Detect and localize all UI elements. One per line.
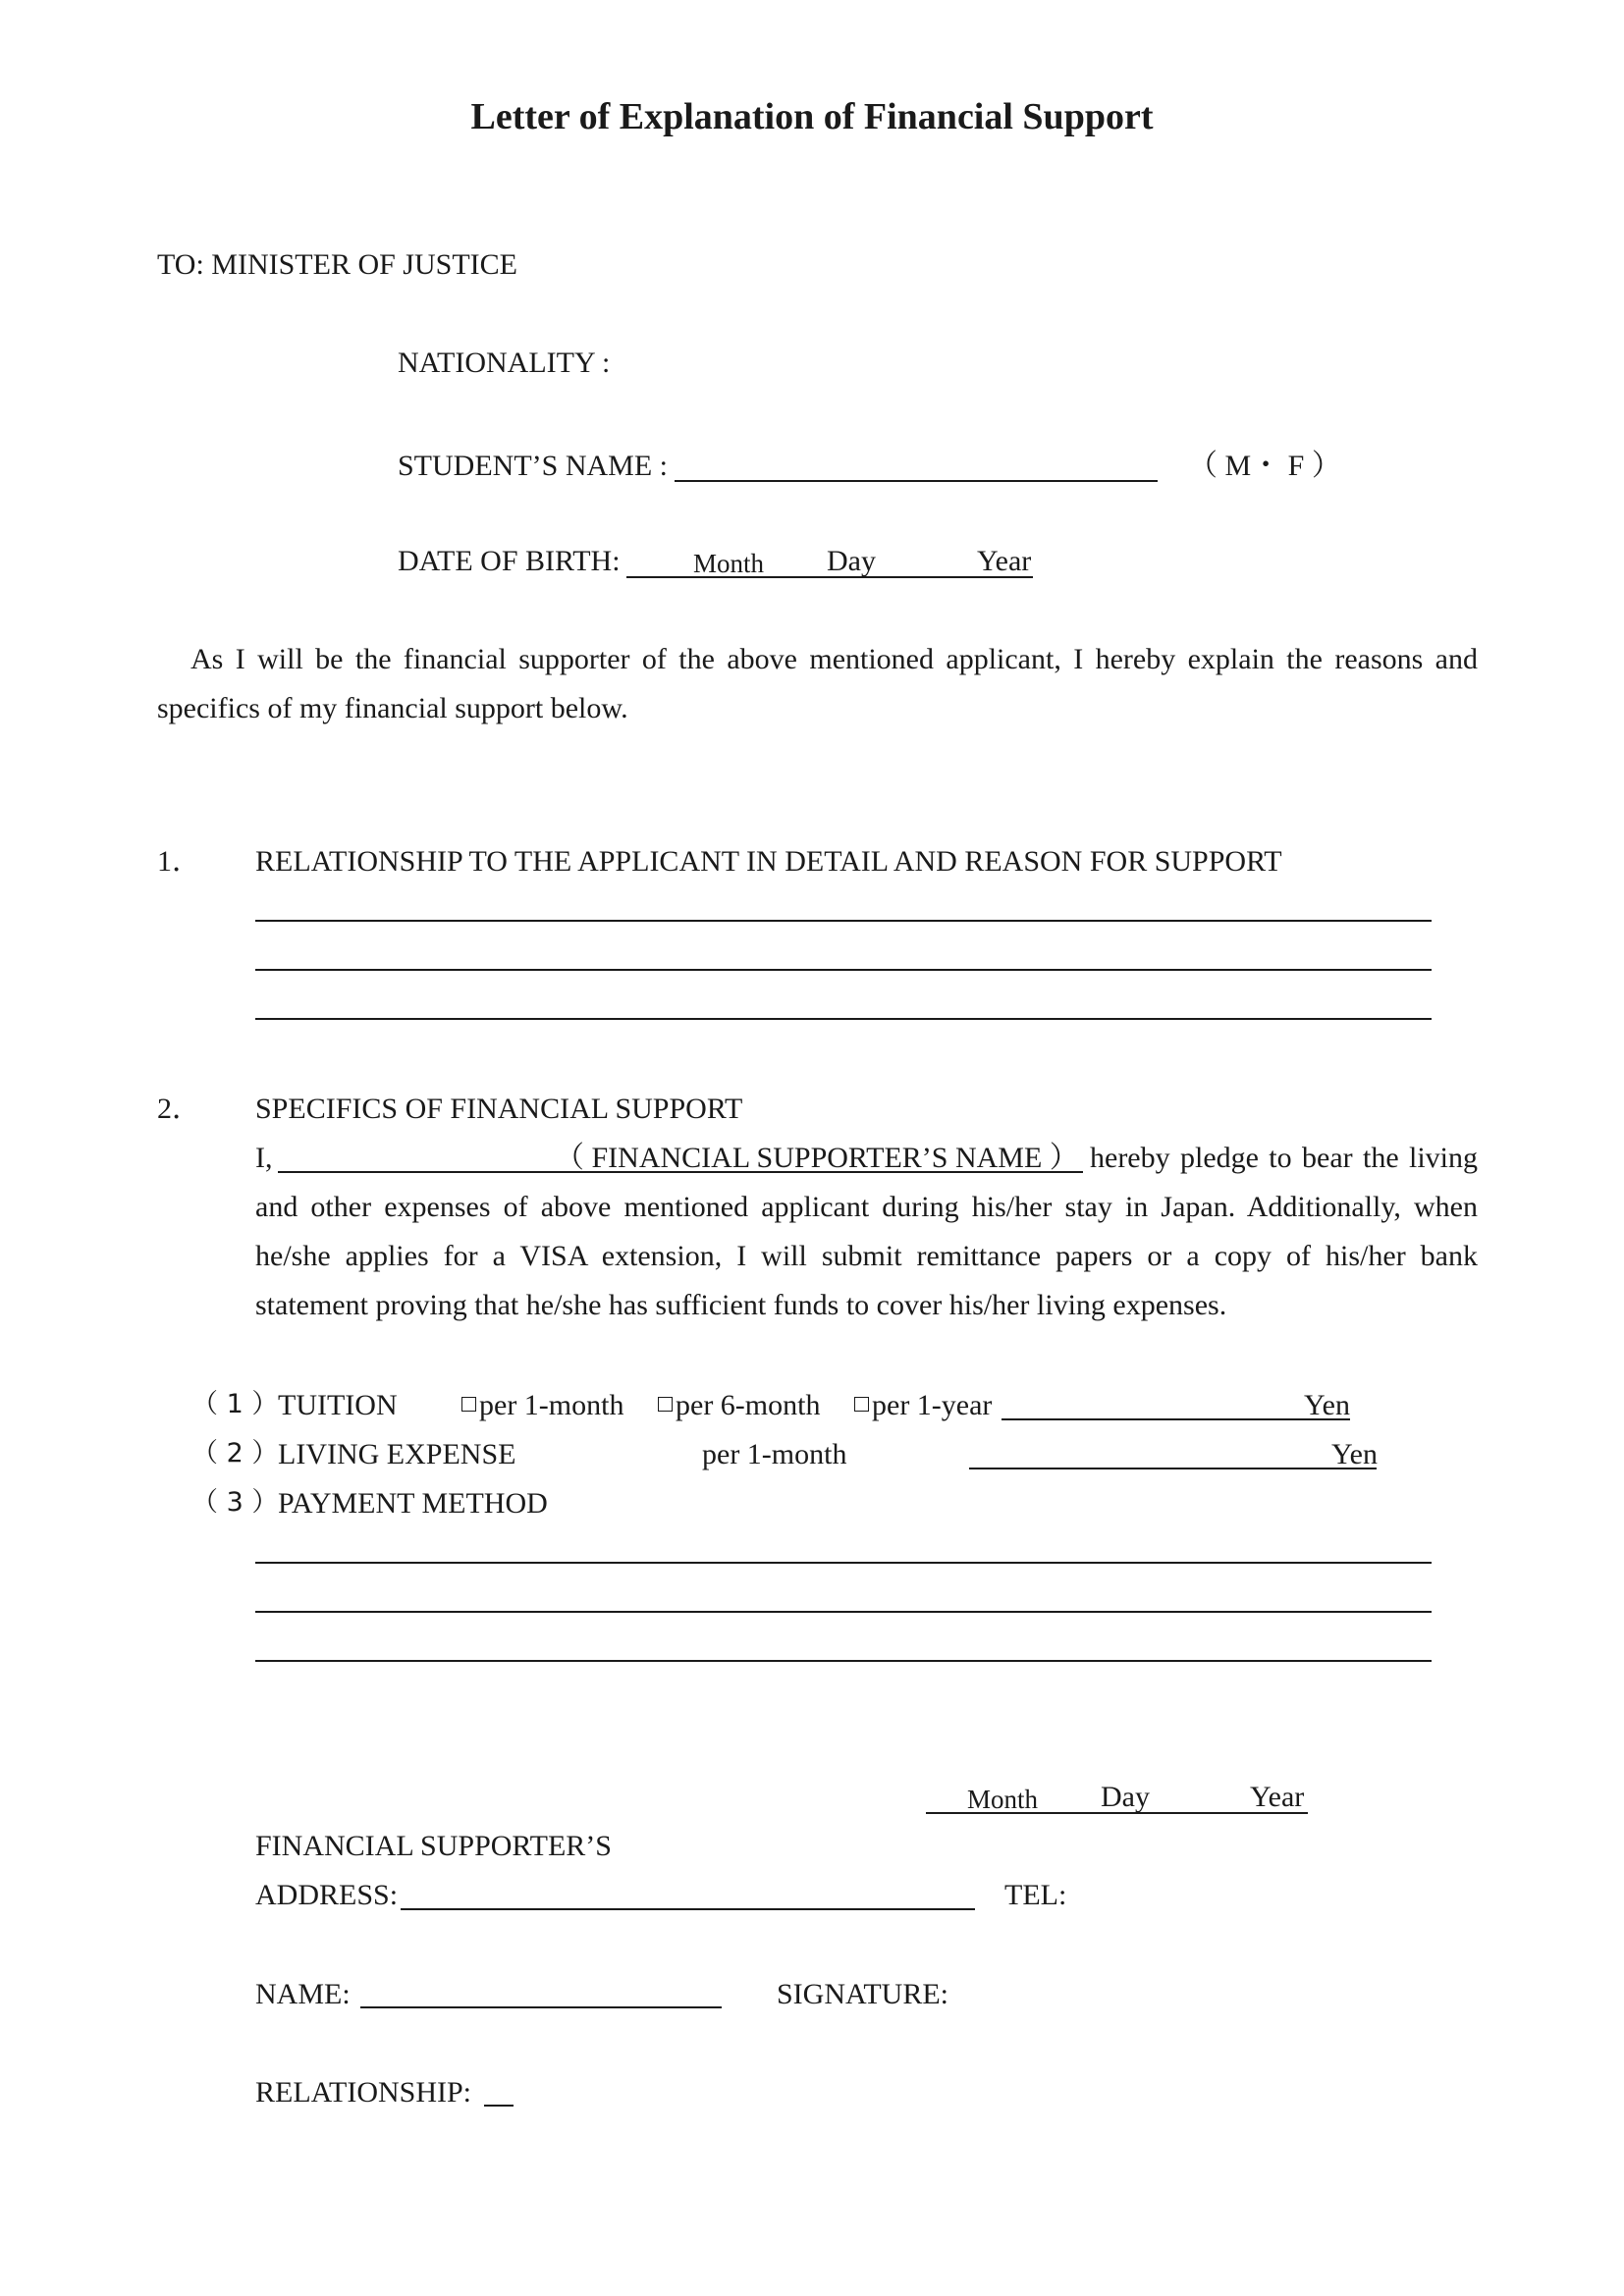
tuition-amount-field[interactable]: [1001, 1418, 1350, 1420]
page-title: Letter of Explanation of Financial Support: [470, 96, 1154, 137]
payment-method-line-3[interactable]: [255, 1660, 1432, 1662]
date-of-birth-label: DATE OF BIRTH:: [398, 545, 621, 577]
pledge-prefix: I,: [255, 1142, 273, 1174]
pledge-text: hereby pledge to bear the living and other expenses of above mentioned applicant during his/her stay in Japan. Additionally, when he/she applies for a VISA extension, I will submit remittance papers or a copy of his/her bank statement proving that he/she has sufficient funds to cover his/her living expenses.: [255, 1142, 1478, 1321]
section-1-heading: RELATIONSHIP TO THE APPLICANT IN DETAIL AND REASON FOR SUPPORT: [255, 845, 1282, 878]
student-name-field[interactable]: [675, 480, 1158, 482]
name-field[interactable]: [360, 2006, 722, 2008]
signing-date-month-label: Month: [967, 1785, 1039, 1814]
payment-method-line-1[interactable]: [255, 1562, 1432, 1564]
section-2-heading: SPECIFICS OF FINANCIAL SUPPORT: [255, 1093, 743, 1125]
relationship-field[interactable]: [484, 2105, 514, 2107]
section-1-number: 1．: [157, 845, 201, 878]
payment-method-number: （ 3 ）: [191, 1487, 279, 1518]
living-expense-label: LIVING EXPENSE: [278, 1438, 516, 1470]
tuition-option-1-year[interactable]: per 1-year: [854, 1391, 992, 1420]
addressee: TO: MINISTER OF JUSTICE: [157, 248, 517, 281]
relationship-line-1[interactable]: [255, 920, 1432, 922]
relationship-line-2[interactable]: [255, 969, 1432, 971]
living-expense-amount-field[interactable]: [969, 1468, 1377, 1469]
student-name-label: STUDENT’S NAME :: [398, 450, 668, 482]
tuition-label: TUITION: [278, 1389, 398, 1421]
payment-method-label: PAYMENT METHOD: [278, 1487, 548, 1520]
nationality-label: NATIONALITY :: [398, 347, 611, 379]
name-label: NAME:: [255, 1978, 351, 2010]
section-2-number: 2．: [157, 1093, 201, 1125]
gender-choice[interactable]: （ M・ F ）: [1188, 450, 1341, 482]
dob-year-label: Year: [977, 545, 1032, 577]
checkbox-icon[interactable]: [658, 1397, 673, 1412]
living-expense-period: per 1-month: [702, 1438, 847, 1470]
payment-method-line-2[interactable]: [255, 1611, 1432, 1613]
supporter-label: FINANCIAL SUPPORTER’S: [255, 1830, 612, 1862]
intro-paragraph: As I will be the financial supporter of the above mentioned applicant, I hereby explain the reasons and specifics of my financial support below.: [157, 643, 1478, 724]
checkbox-icon[interactable]: [461, 1397, 476, 1412]
address-label: ADDRESS:: [255, 1879, 399, 1911]
dob-month-label: Month: [693, 549, 765, 578]
living-expense-number: （ 2 ）: [191, 1438, 279, 1468]
tuition-number: （ 1 ）: [191, 1389, 279, 1419]
checkbox-icon[interactable]: [854, 1397, 869, 1412]
dob-day-label: Day: [827, 545, 876, 577]
signing-date-year-label: Year: [1250, 1781, 1305, 1813]
tuition-option-1-month[interactable]: per 1-month: [461, 1391, 623, 1420]
supporter-name-placeholder: （ FINANCIAL SUPPORTER’S NAME ）: [555, 1142, 1079, 1174]
living-expense-unit: Yen: [1331, 1438, 1378, 1470]
relationship-label: RELATIONSHIP:: [255, 2076, 472, 2109]
tel-label: TEL:: [1004, 1879, 1067, 1911]
tuition-option-6-month[interactable]: per 6-month: [658, 1391, 820, 1420]
signature-label: SIGNATURE:: [777, 1978, 949, 2010]
address-field[interactable]: [401, 1908, 975, 1910]
relationship-line-3[interactable]: [255, 1018, 1432, 1020]
tuition-unit: Yen: [1304, 1389, 1350, 1421]
signing-date-day-label: Day: [1101, 1781, 1150, 1813]
